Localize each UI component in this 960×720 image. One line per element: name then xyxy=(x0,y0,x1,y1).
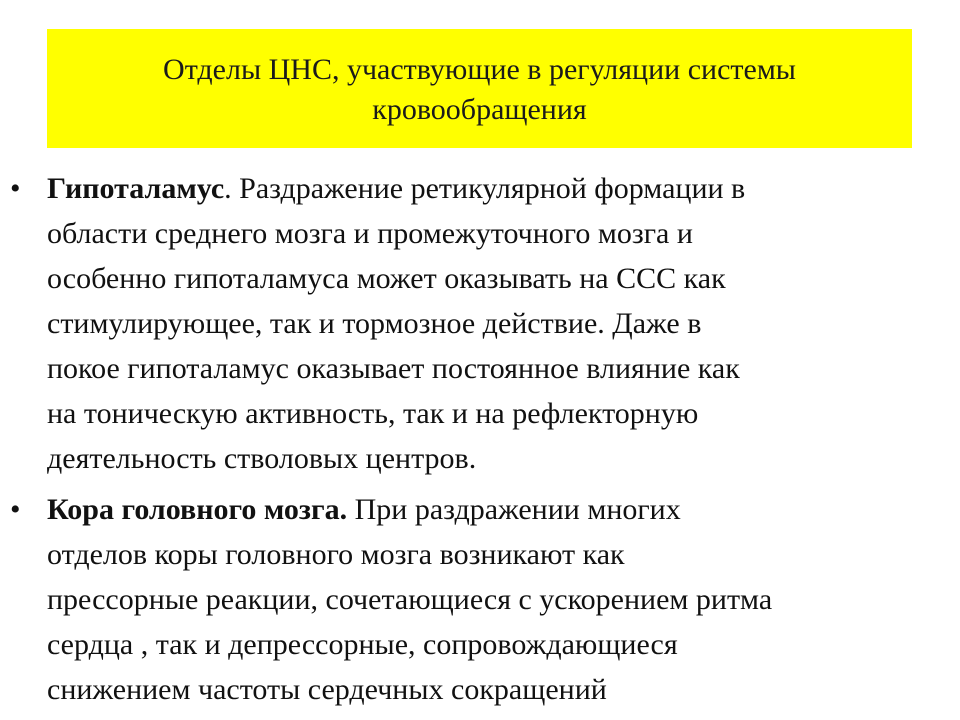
bullet-line: деятельность стволовых центров. xyxy=(47,442,477,475)
bullet-line: снижением частоты сердечных сокращений xyxy=(47,673,607,706)
bullet-line: на тоническую активность, так и на рефлекторную xyxy=(47,397,699,430)
slide-title-banner xyxy=(47,29,912,148)
bullet-text: . Раздражение ретикулярной формации в xyxy=(224,172,746,205)
bullet-line: отделов коры головного мозга возникают как xyxy=(47,538,625,571)
slide-title: Отделы ЦНС, участвующие в регуляции системы кровообращения xyxy=(163,52,796,126)
bullet-marker-icon: • xyxy=(10,493,21,526)
bullet-item-cortex xyxy=(10,487,952,712)
bullet-lead-term: Кора головного мозга. xyxy=(47,493,348,526)
bullet-line: сердца , так и депрессорные, сопровождающиеся xyxy=(47,628,678,661)
bullet-text: При раздражении многих xyxy=(347,493,681,526)
bullet-item-hypothalamus xyxy=(10,166,952,481)
bullet-line xyxy=(47,166,952,211)
bullet-marker-icon: • xyxy=(10,172,21,205)
bullet-line xyxy=(47,487,952,532)
bullet-line: прессорные реакции, сочетающиеся с ускорением ритма xyxy=(47,583,773,616)
bullet-line: особенно гипоталамуса может оказывать на ССС как xyxy=(47,262,726,295)
bullet-line: покое гипоталамус оказывает постоянное влияние как xyxy=(47,352,740,385)
bullet-line: области среднего мозга и промежуточного мозга и xyxy=(47,217,693,250)
bullet-line: стимулирующее, так и тормозное действие. Даже в xyxy=(47,307,702,340)
bullet-lead-term: Гипоталамус xyxy=(47,172,225,205)
